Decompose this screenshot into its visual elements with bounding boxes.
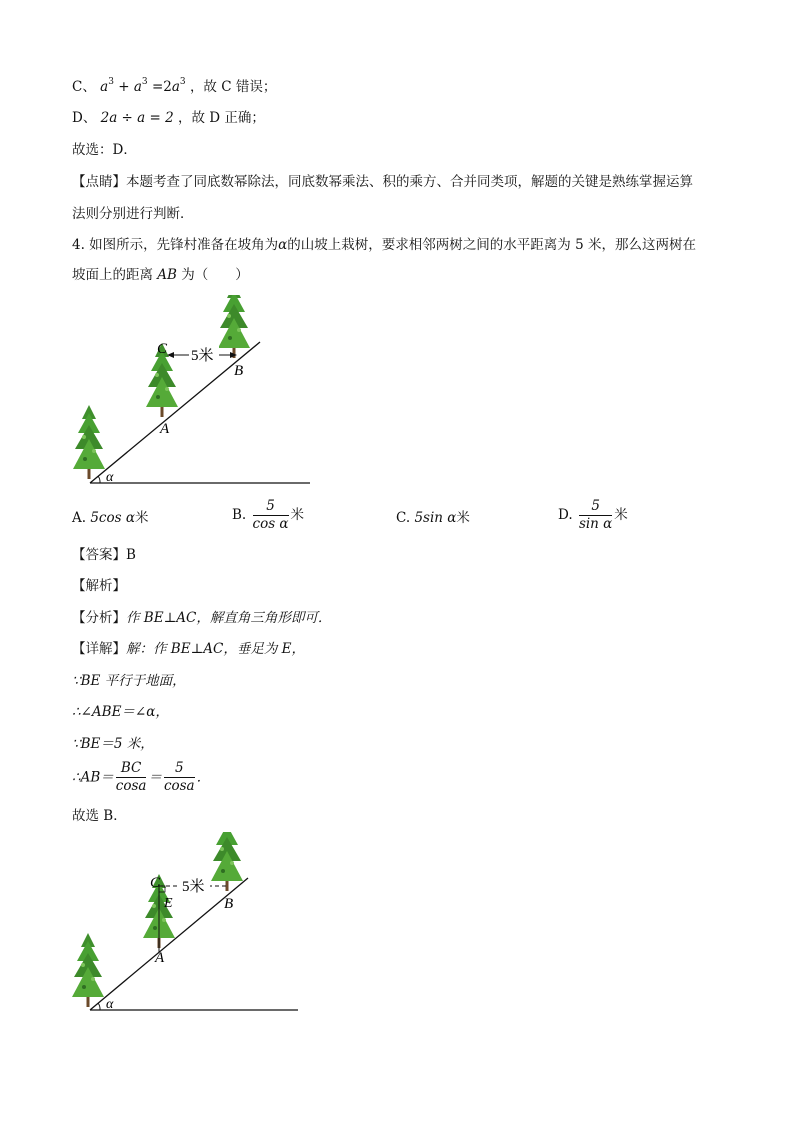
math-operator: =2 <box>151 79 172 95</box>
math-operator: ＝ <box>148 769 162 786</box>
math-exponent: 3 <box>141 77 148 87</box>
point-label-b: B <box>234 363 244 379</box>
math-exponent: 3 <box>108 77 114 87</box>
answer-line <box>72 545 136 565</box>
fraction-denominator: sin α <box>578 516 613 532</box>
line-prefix: D、 <box>72 110 97 126</box>
fraction <box>164 760 195 795</box>
math-operator: + <box>118 79 130 95</box>
fraction-denominator: cosa <box>163 778 195 794</box>
point-label-a: A <box>160 421 170 437</box>
option-expression: 5cos α <box>90 510 135 526</box>
option-unit: 米 <box>456 510 470 526</box>
option-c <box>396 508 470 528</box>
option-label: C. <box>396 510 415 526</box>
solution-step-2: ∴∠ABE＝∠α， <box>72 704 169 720</box>
tree-icon <box>72 933 104 1007</box>
option-d <box>558 498 628 533</box>
comment-line-1 <box>72 172 693 192</box>
angle-label-alpha: α <box>106 470 114 485</box>
question-text: 为（ ） <box>176 267 249 283</box>
math-term: a <box>171 79 180 95</box>
point-label-c: C <box>150 875 161 891</box>
fraction-denominator: cos α <box>252 516 289 532</box>
line-suffix: ，故 C 错误； <box>189 79 277 95</box>
line-prefix: C、 <box>72 79 96 95</box>
option-label: A. <box>72 510 91 526</box>
math-alpha: α <box>278 237 288 253</box>
comment-text: 本题考查了同底数幂除法，同底数幂乘法、积的乘方、合并同类项，解题的关键是熟练掌握运算 <box>126 174 693 190</box>
section-tag-answer: 【答案】 <box>72 547 126 563</box>
figure-slope-trees <box>70 295 320 490</box>
option-unit: 米 <box>290 507 305 523</box>
math-expression: 2a ÷ a = 2 <box>100 110 174 126</box>
option-a <box>72 508 148 528</box>
answer-value: B <box>126 547 136 563</box>
math-end: ． <box>196 769 211 786</box>
question-4-line-1 <box>72 235 696 255</box>
math-exponent: 3 <box>179 77 186 87</box>
fraction-numerator: 5 <box>164 760 195 778</box>
distance-label: 5米 <box>182 879 205 895</box>
tree-icon <box>73 405 105 479</box>
solution-step-3: ∵BE＝5 米， <box>72 736 154 752</box>
math-term: a <box>133 79 142 95</box>
fraction-numerator: BC <box>116 760 147 778</box>
line-option-c-conclusion <box>72 72 276 97</box>
choose-b-line: 故选 B． <box>72 808 127 824</box>
point-label-b: B <box>224 896 234 912</box>
fraction-denominator: cosa <box>115 778 147 794</box>
tree-icon <box>211 832 243 891</box>
fenxi-text: 作 BE⊥AC，解直角三角形即可． <box>126 610 332 626</box>
angle-label-alpha: α <box>106 997 114 1012</box>
line-suffix: ，故 D 正确； <box>178 110 265 126</box>
fraction-numerator: 5 <box>579 498 612 516</box>
math-term: a <box>100 79 109 95</box>
question-text: 4. 如图所示，先锋村准备在坡角为 <box>72 237 279 253</box>
point-label-c: C <box>157 341 168 357</box>
choose-d-line: 故选：D． <box>72 142 137 158</box>
tree-icon <box>218 295 250 358</box>
angle-arc <box>98 476 100 483</box>
option-label: D. <box>558 507 577 523</box>
section-tag-fenxi: 【分析】 <box>72 610 126 626</box>
point-label-e: E <box>164 896 173 911</box>
option-expression: 5sin α <box>414 510 457 526</box>
option-unit: 米 <box>134 510 149 526</box>
line-option-d-conclusion <box>72 108 265 128</box>
xiangjie-line <box>72 639 305 659</box>
section-tag-dianjing: 【点睛】 <box>72 174 126 190</box>
fraction <box>116 760 147 795</box>
fraction <box>253 498 289 533</box>
math-ab: AB <box>157 267 177 283</box>
analysis-tag: 【解析】 <box>72 578 126 594</box>
option-label: B. <box>232 507 251 523</box>
figure-slope-trees-solution <box>68 832 308 1017</box>
math-lhs: ∴AB＝ <box>72 769 114 786</box>
solution-step-1: ∵BE 平行于地面， <box>72 673 186 689</box>
fraction-numerator: 5 <box>253 498 289 516</box>
question-text: 坡面上的距离 <box>72 267 158 283</box>
fraction <box>579 498 612 533</box>
distance-label: 5米 <box>191 348 214 364</box>
xiangjie-text: 解：作 BE⊥AC，垂足为 E， <box>126 641 305 657</box>
point-label-a: A <box>155 950 165 966</box>
section-tag-xiangjie: 【详解】 <box>72 641 126 657</box>
option-unit: 米 <box>614 507 628 523</box>
option-b <box>232 498 304 533</box>
fenxi-line <box>72 608 331 628</box>
question-text: 的山坡上栽树，要求相邻两树之间的水平距离为 5 米，那么这两树在 <box>287 237 696 253</box>
question-4-line-2 <box>72 265 249 285</box>
angle-arc <box>98 1003 100 1010</box>
comment-line-2: 法则分别进行判断． <box>72 206 194 222</box>
solution-step-4 <box>72 760 210 795</box>
